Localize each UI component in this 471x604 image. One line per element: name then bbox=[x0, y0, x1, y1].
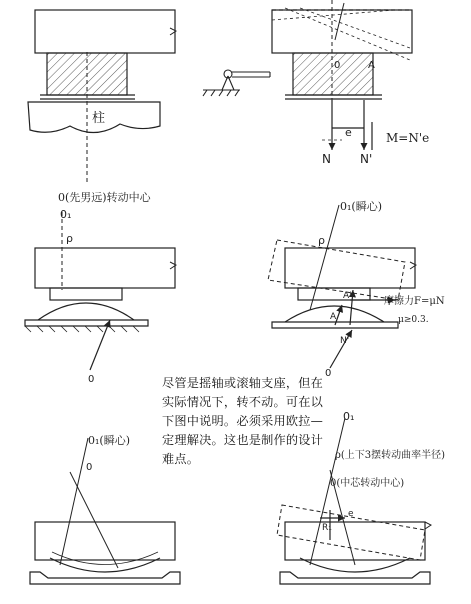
moment-formula: M=N'e bbox=[386, 131, 430, 145]
radius-rho-label: ρ bbox=[318, 234, 325, 247]
eccentricity-label: e bbox=[348, 509, 354, 519]
caption-line: 实际情况下，转不动。可在以 bbox=[162, 395, 324, 409]
panel-top-right bbox=[272, 0, 412, 150]
point-o-label: 0 bbox=[325, 368, 332, 379]
instant-center-label: 0₁(瞬心) bbox=[88, 434, 130, 447]
instant-center-label: 0₁(瞬心) bbox=[340, 200, 382, 213]
rocker-arc bbox=[38, 303, 134, 320]
panel-top-left bbox=[28, 10, 176, 185]
eccentricity-label: e bbox=[345, 126, 352, 139]
panel-mid-left bbox=[25, 212, 176, 370]
beam bbox=[285, 248, 415, 288]
curvature-radius-label: ρ(上下3摆转动曲率半径) bbox=[335, 450, 446, 461]
point-a-label: A bbox=[330, 312, 337, 322]
caption-line: 定理解决。这也是制作的设计 bbox=[162, 433, 324, 447]
panel-bottom-left bbox=[30, 438, 180, 584]
force-n-prime-label: N' bbox=[340, 336, 350, 346]
rotation-center-label: 0(中芯转动中心) bbox=[330, 478, 405, 489]
column-label: 柱 bbox=[92, 111, 106, 126]
point-o-label: 0 bbox=[88, 374, 95, 385]
force-n-label: N bbox=[322, 152, 331, 166]
radius-r1-label: R₁ bbox=[322, 523, 332, 533]
point-o-label: 0 bbox=[86, 462, 93, 473]
point-a-label: A bbox=[368, 60, 375, 71]
friction-label: 摩擦力F=μN bbox=[384, 296, 445, 307]
caption-line: 下图中说明。必须采用欧拉— bbox=[162, 414, 324, 428]
center-o1-label: 0₁ bbox=[60, 208, 72, 221]
caption-text bbox=[162, 374, 355, 469]
caption-line: 难点。 bbox=[162, 452, 200, 466]
radius-rho-label: ρ bbox=[66, 232, 73, 245]
bearing-plate bbox=[50, 288, 122, 300]
bearing-block bbox=[293, 53, 373, 95]
center-o1-label: 0₁ bbox=[343, 410, 355, 423]
caption-line: 尽管是摇轴或滚轴支座，但在 bbox=[162, 376, 324, 390]
beam bbox=[285, 522, 425, 560]
point-a-prime-label: A' bbox=[343, 291, 352, 301]
point-o-label: 0 bbox=[334, 60, 341, 71]
mu-label: μ≥0.3. bbox=[398, 315, 429, 325]
force-n-prime-label: N' bbox=[360, 152, 373, 166]
beam bbox=[35, 10, 175, 53]
rocker-symbol bbox=[203, 70, 270, 96]
rotation-center-label: 0(先男远)转动中心 bbox=[58, 191, 151, 204]
beam bbox=[35, 248, 175, 288]
